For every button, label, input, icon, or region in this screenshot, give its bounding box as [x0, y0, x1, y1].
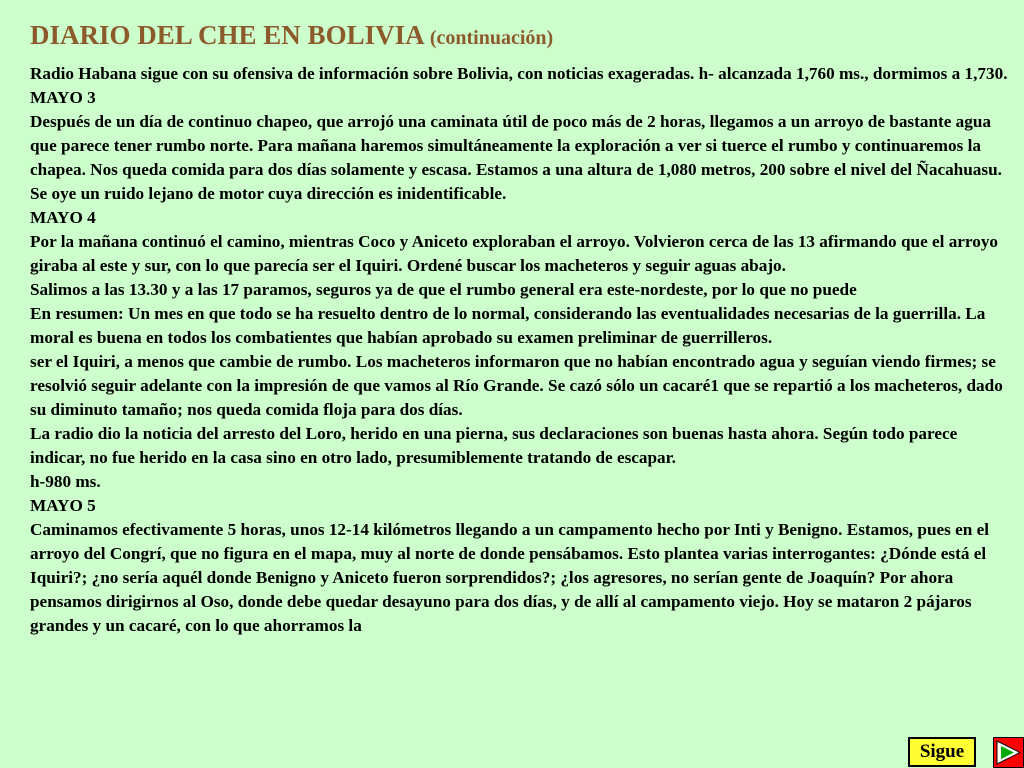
- paragraph: Caminamos efectivamente 5 horas, unos 12-14 kilómetros llegando a un campamento hecho por Inti y Benigno. Estamos, pues en el arroyo del Congrí, que no figura en el mapa, muy al norte de donde pensábamos. Esto plantea varias interrogantes: ¿Dónde está el Iquiri?; ¿no sería aquél donde Benigno y Aniceto fueron sorprendidos?; ¿los agresores, no serían gente de Joaquín? Por ahora pensamos dirigirnos al Oso, donde debe quedar desayuno para dos días, y de allí al campamento viejo. Hoy se mataron 2 pájaros grandes y un cacaré, con lo que ahorramos la: [30, 520, 990, 635]
- paragraph: h-980 ms.: [30, 472, 101, 491]
- date-heading: MAYO 3: [30, 88, 96, 107]
- paragraph: La radio dio la noticia del arresto del Loro, herido en una pierna, sus declaraciones son buenas hasta ahora. Según todo parece indicar, no fue herido en la casa sino en otro lado, presumiblemente tratando de escapar.: [30, 424, 958, 467]
- paragraph: Radio Habana sigue con su ofensiva de información sobre Bolivia, con noticias exageradas. h- alcanzada 1,760 ms., dormimos a 1,730.: [30, 64, 1008, 83]
- diary-text: [30, 62, 1010, 638]
- arrow-right-icon[interactable]: [993, 737, 1024, 768]
- next-button[interactable]: Sigue: [908, 737, 976, 767]
- paragraph: Después de un día de continuo chapeo, que arrojó una caminata útil de poco más de 2 horas, llegamos a un arroyo de bastante agua que parece tener rumbo norte. Para mañana haremos simultáneamente la exploración a ver si tuerce el rumbo y continuaremos la chapea. Nos queda comida para dos días solamente y escasa. Estamos a una altura de 1,080 metros, 200 sobre el nivel del Ñacahuasu. Se oye un ruido lejano de motor cuya dirección es inidentificable.: [30, 112, 1002, 203]
- date-heading: MAYO 4: [30, 208, 96, 227]
- paragraph: ser el Iquiri, a menos que cambie de rumbo. Los macheteros informaron que no habían encontrado agua y seguían viendo firmes; se resolvió seguir adelante con la impresión de que vamos al Río Grande. Se cazó sólo un cacaré1 que se repartió a los macheteros, dado su diminuto tamaño; nos queda comida floja para dos días.: [30, 352, 1003, 419]
- paragraph: En resumen: Un mes en que todo se ha resuelto dentro de lo normal, considerando las eventualidades necesarias de la guerrilla. La moral es buena en todos los combatientes que habían aprobado su examen preliminar de guerrilleros.: [30, 304, 986, 347]
- title-suffix: (continuación): [429, 27, 554, 49]
- paragraph: Por la mañana continuó el camino, mientras Coco y Aniceto exploraban el arroyo. Volvieron cerca de las 13 afirmando que el arroyo giraba al este y sur, con lo que parecía ser el Iquiri. Ordené buscar los macheteros y seguir aguas abajo.: [30, 232, 999, 275]
- page-title: [30, 20, 553, 51]
- date-heading: MAYO 5: [30, 496, 96, 515]
- title-main: DIARIO DEL CHE EN BOLIVIA: [30, 20, 424, 50]
- paragraph: Salimos a las 13.30 y a las 17 paramos, seguros ya de que el rumbo general era este-nordeste, por lo que no puede: [30, 280, 857, 299]
